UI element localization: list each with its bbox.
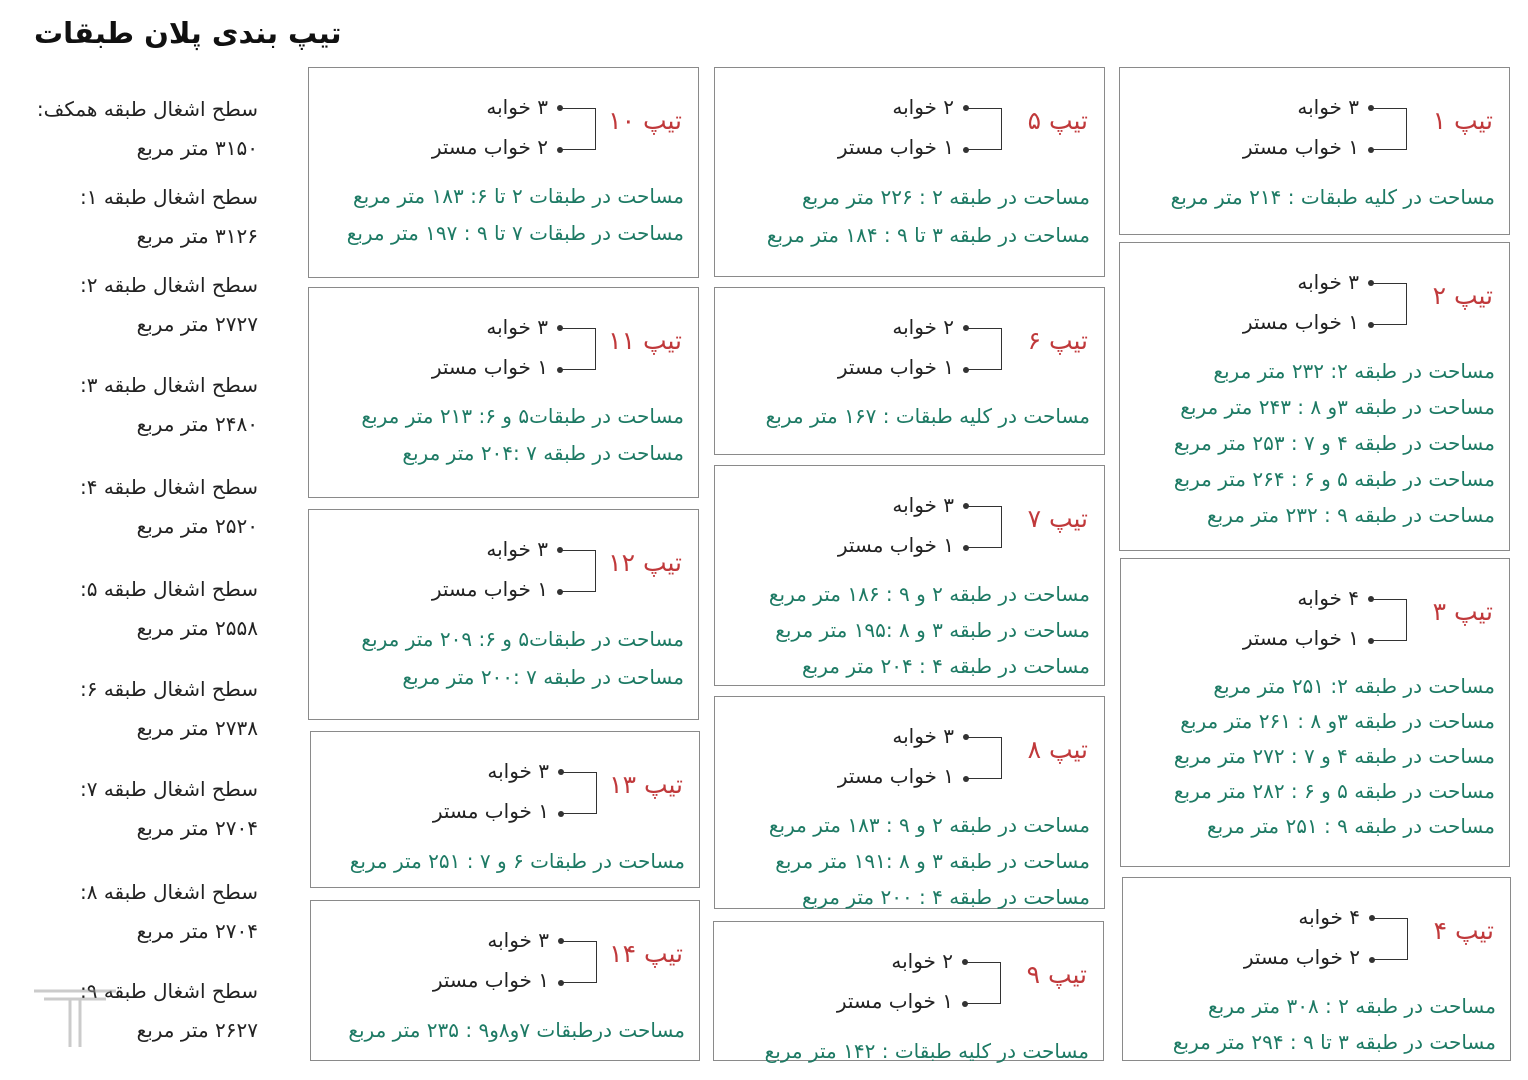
area-line: مساحت در طبقه ۵ و ۶ : ۲۶۴ متر مربع [1173,467,1495,491]
bedrooms-count: ۳ خوابه [1297,270,1359,294]
area-line: مساحت در طبقه ۴ : ۲۰۰ متر مربع [802,885,1090,909]
bedrooms-count: ۳ خوابه [486,95,548,119]
occupancy-label: سطح اشغال طبقه ۱: [79,185,258,209]
area-line: مساحت در طبقه ۷ :۲۰۴ متر مربع [402,441,684,465]
occupancy-item [8,770,258,848]
unit-type-label: تیپ ۹ [1026,960,1087,989]
occupancy-label: سطح اشغال طبقه ۶: [79,677,258,701]
unit-type-box [1119,67,1510,235]
area-list [769,576,1090,684]
area-line: مساحت در طبقه ۲ : ۲۲۶ متر مربع [802,185,1090,209]
unit-type-box [310,900,700,1061]
area-line: مساحت در طبقه ۴ : ۲۰۴ متر مربع [802,654,1090,678]
unit-type-label: تیپ ۷ [1027,504,1088,533]
bracket-connector [1371,108,1407,150]
area-list [769,807,1090,915]
occupancy-label: سطح اشغال طبقه ۴: [79,475,258,499]
occupancy-item [8,670,258,748]
area-list [1173,988,1496,1060]
area-list [1171,178,1495,216]
master-bedroom-count: ۱ خواب مستر [431,577,548,601]
bedrooms-count: ۳ خوابه [486,315,548,339]
unit-type-label: تیپ ۱۱ [608,326,682,355]
bracket-connector [965,962,1001,1004]
master-bedroom-count: ۱ خواب مستر [836,989,953,1013]
unit-type-label: تیپ ۱۲ [608,548,682,577]
unit-type-box [713,921,1104,1061]
area-list [348,1011,685,1049]
area-line: مساحت در طبقه ۳ تا ۹ : ۲۹۴ متر مربع [1172,1030,1496,1054]
area-list [361,398,684,472]
bullet-dot [557,105,563,111]
bullet-dot [1368,322,1374,328]
area-line: مساحت در طبقات ۷ تا ۹ : ۱۹۷ متر مربع [346,221,684,245]
bracket-connector [966,737,1002,779]
bullet-dot [558,769,564,775]
bracket-connector [1371,599,1407,641]
area-line: مساحت در طبقه ۹ : ۲۳۲ متر مربع [1207,503,1495,527]
bracket-connector [560,550,596,592]
area-line: مساحت در طبقه ۳ تا ۹ : ۱۸۴ متر مربع [766,223,1090,247]
bracket-connector [1372,918,1408,960]
unit-type-box [714,696,1105,909]
area-list [361,620,684,696]
occupancy-value: ۲۴۸۰ متر مربع [136,412,258,436]
area-line: مساحت در طبقه ۲ و ۹ : ۱۸۶ متر مربع [768,582,1090,606]
occupancy-item [8,266,258,344]
master-bedroom-count: ۱ خواب مستر [1242,626,1359,650]
unit-type-box [714,67,1105,277]
bracket-connector [561,941,597,983]
bullet-dot [557,547,563,553]
area-list [350,842,685,880]
occupancy-label: سطح اشغال طبقه ۷: [79,777,258,801]
bracket-connector [561,772,597,814]
occupancy-label: سطح اشغال طبقه ۵: [79,577,258,601]
area-line: مساحت در طبقات۵ و ۶: ۲۱۳ متر مربع [361,404,684,428]
area-list [1174,353,1495,533]
master-bedroom-count: ۱ خواب مستر [432,799,549,823]
occupancy-value: ۲۷۳۸ متر مربع [136,716,258,740]
unit-type-box [308,67,699,278]
bullet-dot [962,959,968,965]
bullet-dot [1368,105,1374,111]
bullet-dot [1368,280,1374,286]
bedrooms-count: ۳ خوابه [487,759,549,783]
unit-type-label: تیپ ۱۳ [609,770,683,799]
master-bedroom-count: ۱ خواب مستر [432,968,549,992]
bedrooms-count: ۳ خوابه [487,928,549,952]
unit-type-box [1120,558,1510,867]
area-line: مساحت در طبقه ۴ و ۷ : ۲۵۳ متر مربع [1173,431,1495,455]
area-line: مساحت در طبقه ۳ و ۸ :۱۹۵ متر مربع [775,618,1090,642]
area-list [347,178,684,252]
occupancy-label: سطح اشغال طبقه ۲: [79,273,258,297]
unit-type-box [308,287,699,498]
bedrooms-count: ۲ خوابه [892,95,954,119]
unit-type-box [714,287,1105,455]
occupancy-label: سطح اشغال طبقه همکف: [36,97,258,121]
occupancy-value: ۲۷۰۴ متر مربع [136,919,258,943]
unit-type-label: تیپ ۳ [1432,597,1493,626]
occupancy-item [8,178,258,256]
bedrooms-count: ۳ خوابه [892,724,954,748]
unit-type-label: تیپ ۱۰ [608,106,682,135]
area-line: مساحت در طبقه ۲: ۲۳۲ متر مربع [1213,359,1495,383]
area-list [766,398,1090,434]
page-title: تیپ بندی پلان طبقات [34,16,342,50]
occupancy-value: ۲۷۲۷ متر مربع [136,312,258,336]
unit-type-label: تیپ ۵ [1027,106,1088,135]
bullet-dot [963,105,969,111]
bullet-dot [1369,957,1375,963]
area-line: مساحت در طبقات ۶ و ۷ : ۲۵۱ متر مربع [349,849,685,873]
tarhestan-logo [30,985,230,1055]
master-bedroom-count: ۲ خواب مستر [1243,945,1360,969]
unit-type-label: تیپ ۱ [1432,106,1493,135]
area-line: مساحت در کلیه طبقات : ۱۶۷ متر مربع [765,404,1090,428]
master-bedroom-count: ۱ خواب مستر [431,355,548,379]
master-bedroom-count: ۲ خواب مستر [431,135,548,159]
unit-type-label: تیپ ۸ [1027,735,1088,764]
area-line: مساحت در طبقه ۷ :۲۰۰ متر مربع [402,665,684,689]
bullet-dot [962,1001,968,1007]
bracket-connector [966,506,1002,548]
bracket-connector [560,328,596,370]
bracket-connector [1371,283,1407,325]
bullet-dot [558,938,564,944]
bracket-connector [966,108,1002,150]
unit-type-label: تیپ ۲ [1432,281,1493,310]
occupancy-item [8,468,258,546]
area-line: مساحت در طبقه ۹ : ۲۵۱ متر مربع [1207,814,1495,838]
master-bedroom-count: ۱ خواب مستر [1242,310,1359,334]
bedrooms-count: ۳ خوابه [486,537,548,561]
bullet-dot [557,147,563,153]
bullet-dot [963,776,969,782]
area-list [767,178,1090,254]
area-line: مساحت در طبقات ۲ تا ۶: ۱۸۳ متر مربع [353,184,684,208]
bullet-dot [963,503,969,509]
unit-type-box [308,509,699,720]
bullet-dot [963,325,969,331]
bullet-dot [558,980,564,986]
master-bedroom-count: ۱ خواب مستر [837,764,954,788]
bullet-dot [963,545,969,551]
occupancy-value: ۲۵۲۰ متر مربع [136,514,258,538]
area-line: مساحت در طبقه ۵ و ۶ : ۲۸۲ متر مربع [1173,779,1495,803]
area-line: مساحت در طبقه ۲ و ۹ : ۱۸۳ متر مربع [768,813,1090,837]
bedrooms-count: ۴ خوابه [1298,905,1360,929]
bullet-dot [557,367,563,373]
occupancy-label: سطح اشغال طبقه ۹: [79,979,258,1003]
master-bedroom-count: ۱ خواب مستر [1242,135,1359,159]
area-line: مساحت در کلیه طبقات : ۱۴۲ متر مربع [764,1039,1089,1063]
bedrooms-count: ۴ خوابه [1297,586,1359,610]
bracket-connector [560,108,596,150]
occupancy-value: ۳۱۵۰ متر مربع [136,136,258,160]
unit-type-box [714,465,1105,686]
area-line: مساحت در طبقه ۳و ۸ : ۲۶۱ متر مربع [1180,709,1495,733]
bullet-dot [963,367,969,373]
bracket-connector [966,328,1002,370]
bullet-dot [558,811,564,817]
bullet-dot [1368,638,1374,644]
bedrooms-count: ۳ خوابه [1297,95,1359,119]
area-line: مساحت در طبقه ۲ : ۳۰۸ متر مربع [1208,994,1496,1018]
occupancy-value: ۲۵۵۸ متر مربع [136,616,258,640]
master-bedroom-count: ۱ خواب مستر [837,533,954,557]
unit-type-label: تیپ ۶ [1027,326,1088,355]
bullet-dot [1368,596,1374,602]
area-line: مساحت در طبقه ۳ و ۸ :۱۹۱ متر مربع [775,849,1090,873]
area-line: مساحت در طبقه ۲: ۲۵۱ متر مربع [1213,674,1495,698]
occupancy-value: ۲۷۰۴ متر مربع [136,816,258,840]
occupancy-item [8,570,258,648]
occupancy-value: ۲۶۲۷ متر مربع [136,1018,258,1042]
occupancy-value: ۳۱۲۶ متر مربع [136,224,258,248]
area-line: مساحت در طبقات۵ و ۶: ۲۰۹ متر مربع [361,627,684,651]
bullet-dot [1368,147,1374,153]
occupancy-item [8,90,258,168]
bullet-dot [1369,915,1375,921]
area-line: مساحت در طبقه ۴ و ۷ : ۲۷۲ متر مربع [1173,744,1495,768]
occupancy-item [8,873,258,951]
area-list [765,1032,1089,1070]
occupancy-label: سطح اشغال طبقه ۳: [79,373,258,397]
bullet-dot [557,325,563,331]
unit-type-label: تیپ ۴ [1433,916,1494,945]
area-line: مساحت در طبقه ۳و ۸ : ۲۴۳ متر مربع [1180,395,1495,419]
unit-type-box [1119,242,1510,551]
bullet-dot [557,589,563,595]
bedrooms-count: ۲ خوابه [892,315,954,339]
bullet-dot [963,734,969,740]
bedrooms-count: ۲ خوابه [891,949,953,973]
unit-type-box [310,731,700,888]
area-line: مساحت در کلیه طبقات : ۲۱۴ متر مربع [1170,185,1495,209]
occupancy-label: سطح اشغال طبقه ۸: [79,880,258,904]
master-bedroom-count: ۱ خواب مستر [837,135,954,159]
unit-type-box [1122,877,1511,1061]
master-bedroom-count: ۱ خواب مستر [837,355,954,379]
bullet-dot [963,147,969,153]
area-list [1174,669,1495,844]
bedrooms-count: ۳ خوابه [892,493,954,517]
unit-type-label: تیپ ۱۴ [609,939,683,968]
area-line: مساحت درطبقات ۷و۸و۹ : ۲۳۵ متر مربع [348,1018,685,1042]
occupancy-item [8,366,258,444]
